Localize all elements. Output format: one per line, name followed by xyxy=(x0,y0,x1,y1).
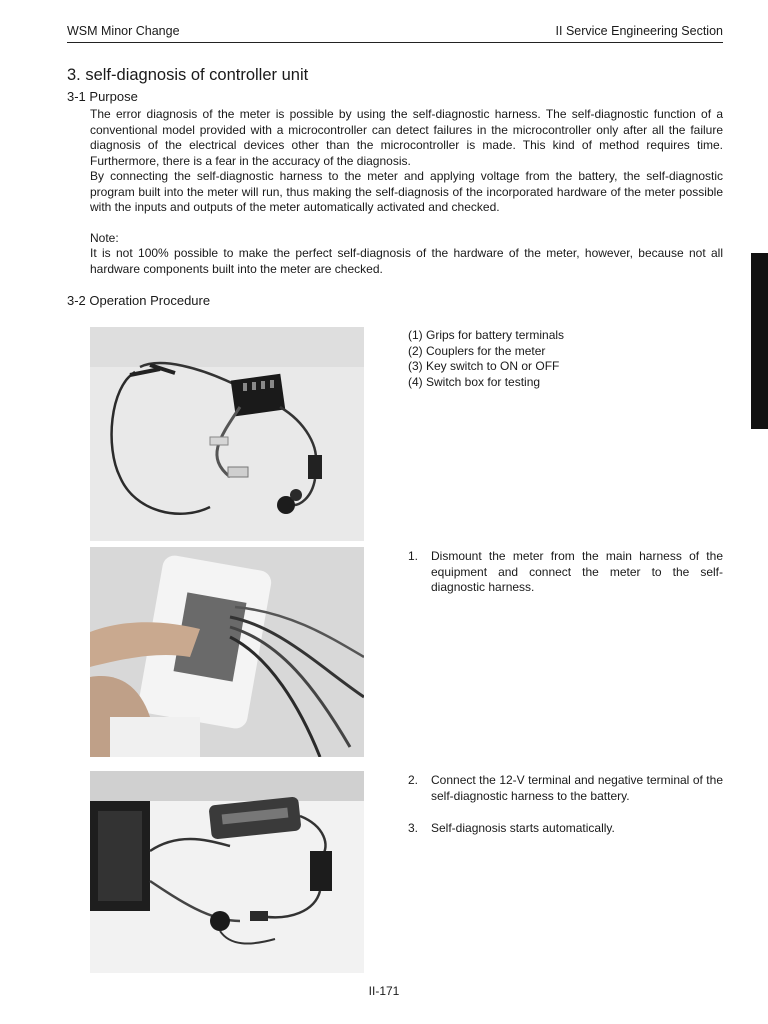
page-header xyxy=(67,22,723,43)
purpose-heading: 3-1 Purpose xyxy=(67,89,138,104)
header-right: II Service Engineering Section xyxy=(555,24,723,38)
purpose-paragraph-2: By connecting the self-diagnostic harness to the meter and applying voltage from the battery, the self-diagnostic program built into the meter will run, thus making the self-diagnosis of the incorporated hardware of the meter possible with the inputs and outputs of the meter automatically activated and checked. xyxy=(90,169,723,214)
step-text: Dismount the meter from the main harness of the equipment and connect the meter to the self-diagnostic harness. xyxy=(431,549,723,594)
header-left: WSM Minor Change xyxy=(67,24,180,38)
legend-item: (3) Key switch to ON or OFF xyxy=(408,359,560,373)
note-label: Note: xyxy=(90,231,119,245)
step-2 xyxy=(408,773,723,804)
meter-connection-photo xyxy=(90,547,364,757)
procedure-heading: 3-2 Operation Procedure xyxy=(67,293,211,308)
section-tab-marker xyxy=(751,253,768,429)
step-1 xyxy=(408,549,723,596)
step-number: 1. xyxy=(408,549,419,563)
purpose-paragraph-1: The error diagnosis of the meter is possible by using the self-diagnostic harness. The self-diagnostic function of a conventional model provided with a microcontroller can detect failures in the microcontroller only after all the failure diagnosis of the electrical devices other than the microcontroller is made. This kind of method requires time. Furthermore, there is a fear in the accuracy of the diagnosis. xyxy=(90,107,723,168)
step-number: 3. xyxy=(408,821,419,835)
legend-item: (4) Switch box for testing xyxy=(408,374,541,389)
step-text: Self-diagnosis starts automatically. xyxy=(431,821,615,835)
harness-photo xyxy=(90,327,364,541)
legend-item: (2) Couplers for the meter xyxy=(408,343,546,358)
battery-connection-photo xyxy=(90,771,364,973)
purpose-text xyxy=(90,107,723,216)
step-text: Connect the 12-V terminal and negative terminal of the self-diagnostic harness to the battery. xyxy=(431,773,723,803)
component-legend xyxy=(408,328,564,390)
page-number: II-171 xyxy=(368,984,400,998)
note-text: It is not 100% possible to make the perfect self-diagnosis of the hardware of the meter, however, because not all hardware components built into the meter are checked. xyxy=(90,246,723,276)
section-title: 3. self-diagnosis of controller unit xyxy=(67,66,309,84)
step-3 xyxy=(408,821,723,837)
legend-item: (1) Grips for battery terminals xyxy=(408,328,565,342)
step-number: 2. xyxy=(408,773,419,787)
